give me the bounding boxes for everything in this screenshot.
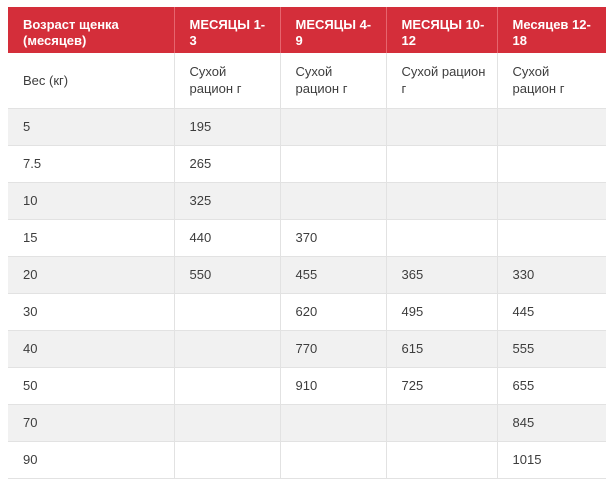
ration-10-12-cell: 365	[386, 256, 497, 293]
ration-12-18-cell	[497, 182, 606, 219]
ration-10-12-cell	[386, 404, 497, 441]
weight-cell: 50	[8, 367, 174, 404]
weight-cell: 10	[8, 182, 174, 219]
header-months-4-9: МЕСЯЦЫ 4-9	[280, 7, 386, 53]
weight-cell: 20	[8, 256, 174, 293]
ration-1-3-cell	[174, 367, 280, 404]
subheader-ration: Сухой рацион г	[174, 53, 280, 108]
ration-1-3-cell: 265	[174, 145, 280, 182]
ration-12-18-cell: 845	[497, 404, 606, 441]
ration-12-18-cell	[497, 145, 606, 182]
header-months-10-12: МЕСЯЦЫ 10-12	[386, 7, 497, 53]
ration-1-3-cell: 440	[174, 219, 280, 256]
ration-1-3-cell	[174, 441, 280, 478]
ration-1-3-cell: 195	[174, 108, 280, 145]
ration-10-12-cell	[386, 145, 497, 182]
table-row	[8, 219, 606, 256]
ration-1-3-cell: 325	[174, 182, 280, 219]
ration-12-18-cell: 555	[497, 330, 606, 367]
ration-4-9-cell	[280, 145, 386, 182]
ration-10-12-cell: 495	[386, 293, 497, 330]
table-row	[8, 108, 606, 145]
ration-1-3-cell	[174, 330, 280, 367]
subheader-weight: Вес (кг)	[8, 53, 174, 108]
ration-1-3-cell	[174, 293, 280, 330]
ration-10-12-cell	[386, 182, 497, 219]
ration-4-9-cell: 370	[280, 219, 386, 256]
subheader-ration: Сухой рацион г	[497, 53, 606, 108]
ration-10-12-cell	[386, 219, 497, 256]
subheader-ration: Сухой рацион г	[280, 53, 386, 108]
weight-cell: 40	[8, 330, 174, 367]
table-row	[8, 404, 606, 441]
ration-4-9-cell	[280, 182, 386, 219]
weight-cell: 90	[8, 441, 174, 478]
ration-12-18-cell	[497, 219, 606, 256]
weight-cell: 70	[8, 404, 174, 441]
weight-cell: 30	[8, 293, 174, 330]
weight-cell: 15	[8, 219, 174, 256]
weight-cell: 5	[8, 108, 174, 145]
table-header-row	[8, 7, 606, 53]
header-months-1-3: МЕСЯЦЫ 1-3	[174, 7, 280, 53]
weight-cell: 7.5	[8, 145, 174, 182]
ration-4-9-cell: 770	[280, 330, 386, 367]
ration-4-9-cell	[280, 404, 386, 441]
header-months-12-18: Месяцев 12-18	[497, 7, 606, 53]
table-body	[8, 53, 606, 478]
table-row	[8, 145, 606, 182]
ration-10-12-cell: 725	[386, 367, 497, 404]
ration-10-12-cell: 615	[386, 330, 497, 367]
ration-1-3-cell	[174, 404, 280, 441]
ration-10-12-cell	[386, 441, 497, 478]
ration-4-9-cell: 910	[280, 367, 386, 404]
subheader-row	[8, 53, 606, 108]
table-row	[8, 182, 606, 219]
ration-12-18-cell: 445	[497, 293, 606, 330]
feeding-table	[8, 7, 606, 479]
ration-12-18-cell: 1015	[497, 441, 606, 478]
table-row	[8, 293, 606, 330]
table-row	[8, 441, 606, 478]
ration-12-18-cell	[497, 108, 606, 145]
ration-12-18-cell: 655	[497, 367, 606, 404]
subheader-ration: Сухой рацион г	[386, 53, 497, 108]
ration-4-9-cell: 455	[280, 256, 386, 293]
ration-1-3-cell: 550	[174, 256, 280, 293]
ration-4-9-cell	[280, 108, 386, 145]
table-row	[8, 256, 606, 293]
table-row	[8, 330, 606, 367]
header-age: Возраст щенка (месяцев)	[8, 7, 174, 53]
ration-10-12-cell	[386, 108, 497, 145]
ration-4-9-cell	[280, 441, 386, 478]
ration-4-9-cell: 620	[280, 293, 386, 330]
ration-12-18-cell: 330	[497, 256, 606, 293]
table-row	[8, 367, 606, 404]
